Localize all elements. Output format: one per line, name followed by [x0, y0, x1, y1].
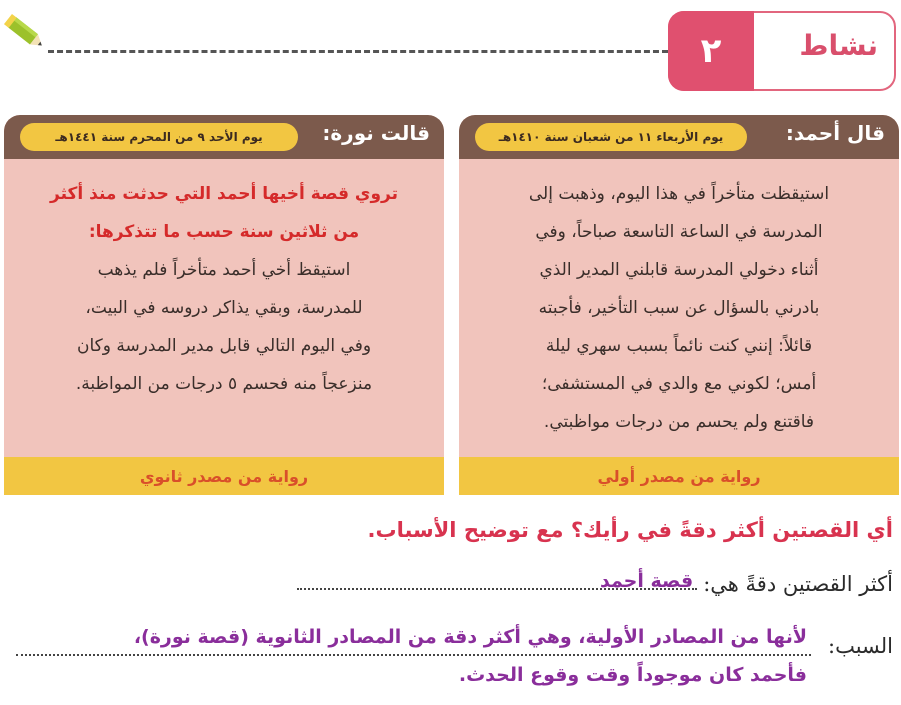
story-line: استيقظ أخي أحمد متأخراً فلم يذهب: [97, 260, 351, 280]
source-label: رواية من مصدر ثانوي: [4, 457, 444, 495]
story-line: قائلاً: إنني كنت نائماً بسبب سهري ليلة: [545, 336, 813, 356]
answer-dotted-line: [16, 654, 811, 656]
header-dashed-line: [48, 50, 668, 53]
answer-reason-label: السبب:: [828, 634, 893, 658]
story-text: [18, 175, 430, 403]
story-intro-line: من ثلاثين سنة حسب ما تتذكرها:: [88, 222, 360, 242]
story-line: استيقظت متأخراً في هذا اليوم، وذهبت إلى: [528, 184, 830, 204]
answer-accurate-row: [297, 566, 893, 596]
story-line: فاقتنع ولم يحسم من درجات مواظبتي.: [543, 412, 815, 432]
card-header: [459, 115, 899, 159]
story-line: للمدرسة، وبقي يذاكر دروسه في البيت،: [85, 298, 363, 318]
story-line: وفي اليوم التالي قابل مدير المدرسة وكان: [76, 336, 372, 356]
activity-number: ٢: [668, 11, 754, 91]
speaker-label: قالت نورة:: [322, 121, 430, 145]
activity-header: [668, 11, 896, 91]
answer-reason-row: [8, 626, 893, 696]
story-line: أثناء دخولي المدرسة قابلني المدير الذي: [539, 260, 819, 280]
date-badge: يوم الأربعاء ١١ من شعبان سنة ١٤١٠هـ: [475, 123, 747, 151]
answer-reason-field[interactable]: [16, 626, 811, 696]
activity-label: نشاط: [799, 29, 878, 62]
noura-story-card: [4, 115, 444, 495]
source-label: رواية من مصدر أولي: [459, 457, 899, 495]
answer-accurate-label: أكثر القصتين دقةً هي:: [703, 572, 893, 596]
answer-accurate-value: قصة أحمد: [599, 570, 694, 592]
answer-accurate-field[interactable]: [297, 566, 697, 596]
card-header: [4, 115, 444, 159]
date-badge: يوم الأحد ٩ من المحرم سنة ١٤٤١هـ: [20, 123, 298, 151]
ahmed-story-card: [459, 115, 899, 495]
story-line: أمس؛ لكوني مع والدي في المستشفى؛: [541, 374, 817, 394]
question-text: أي القصتين أكثر دقةً في رأيك؟ مع توضيح الأسباب.: [367, 518, 893, 542]
story-text: [473, 175, 885, 441]
story-line: بادرني بالسؤال عن سبب التأخير، فأجبته: [538, 298, 820, 318]
story-line: منزعجاً منه فحسم ٥ درجات من المواظبة.: [75, 374, 373, 394]
answer-reason-line2: فأحمد كان موجوداً وقت وقوع الحدث.: [458, 664, 807, 686]
story-intro-line: تروي قصة أخيها أحمد التي حدثت منذ أكثر: [50, 184, 398, 204]
speaker-label: قال أحمد:: [785, 121, 885, 145]
story-line: المدرسة في الساعة التاسعة صباحاً، وفي: [535, 222, 823, 242]
answer-reason-line1: لأنها من المصادر الأولية، وهي أكثر دقة من المصادر الثانوية (قصة نورة)،: [133, 626, 807, 648]
pencil-icon: [0, 8, 50, 58]
